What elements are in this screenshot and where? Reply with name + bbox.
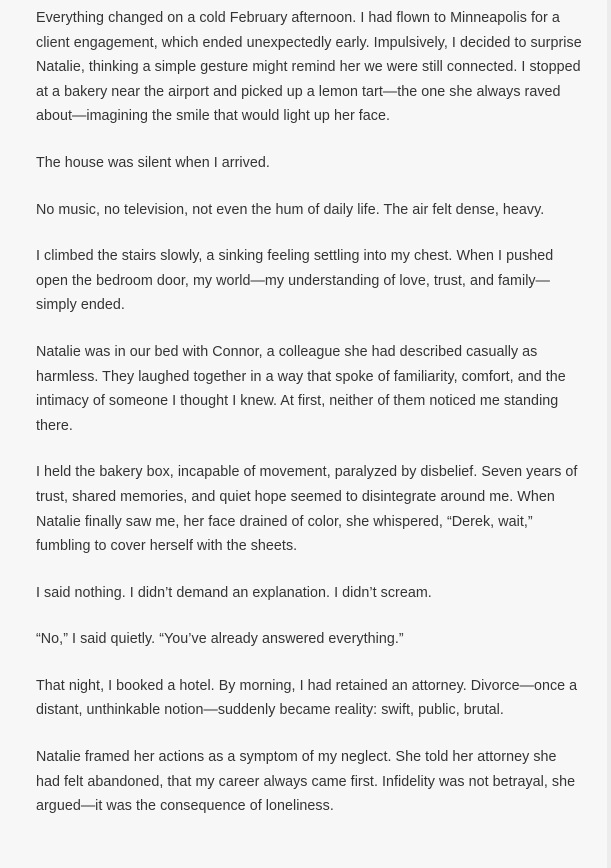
paragraph: That night, I booked a hotel. By morning, I had retained an attorney. Divorce—once a distant, unthinkable notion—suddenly became reality: swift, public, brutal. [36,677,578,719]
paragraph: I climbed the stairs slowly, a sinking feeling settling into my chest. When I pushed open the bedroom door, my world—my understanding of love, trust, and family—simply ended. [36,248,554,314]
paragraph: I said nothing. I didn’t demand an explanation. I didn’t scream. [36,584,432,601]
paragraph: “No,” I said quietly. “You’ve already answered everything.” [36,631,404,648]
page-edge [607,0,611,868]
paragraph: Natalie framed her actions as a symptom of my neglect. She told her attorney she had felt abandoned, that my career always came first. Infidelity was not betrayal, she argued—it was the consequence of loneliness. [36,749,576,815]
paragraph: No music, no television, not even the hum of daily life. The air felt dense, heavy. [36,201,545,218]
paragraph: The house was silent when I arrived. [36,154,270,171]
paragraph: I held the bakery box, incapable of movement, paralyzed by disbelief. Seven years of trust, shared memories, and quiet hope seemed to disintegrate around me. When Natalie finally saw me, her face drained of color, she whispered, “Derek, wait,” fumbling to cover herself with the sheets. [36,464,578,555]
paragraph: Everything changed on a cold February afternoon. I had flown to Minneapolis for a client engagement, which ended unexpectedly early. Impulsively, I decided to surprise Natalie, thinking a simple gesture might remind her we were still connected. I stopped at a bakery near the airport and picked up a lemon tart—the one she always raved about—imagining the smile that would light up her face. [36,10,582,125]
story-text [36,6,584,841]
paragraph: Natalie was in our bed with Connor, a colleague she had described casually as harmless. They laughed together in a way that spoke of familiarity, comfort, and the intimacy of someone I thought I knew. At first, neither of them noticed me standing there. [36,343,566,434]
